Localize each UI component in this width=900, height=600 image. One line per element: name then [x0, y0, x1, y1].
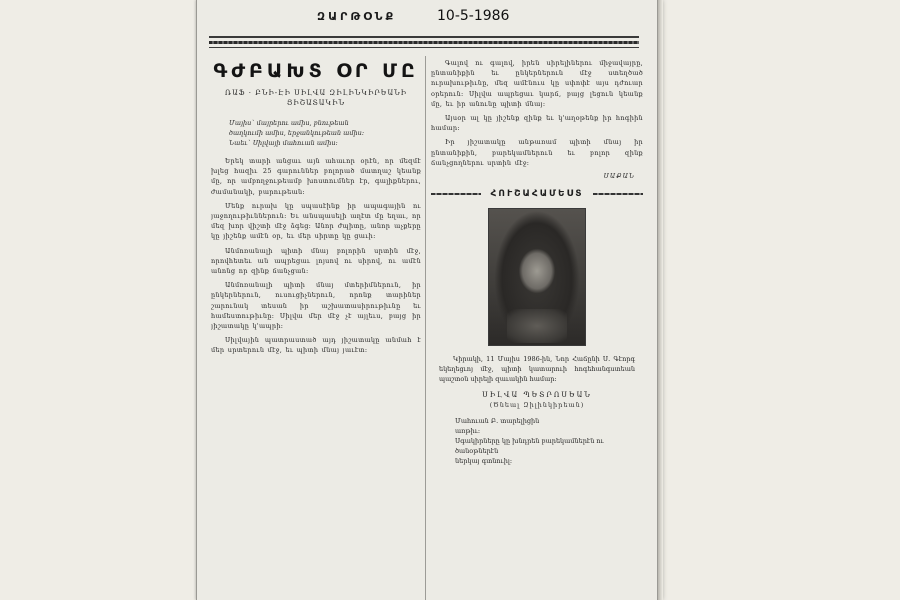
note-line: ներկայ գտնուիլ: [455, 457, 513, 466]
section-header [431, 188, 643, 200]
epigraph-line: ծաղկումի ամիս, երջանկութեան ամիս: [229, 129, 365, 137]
article-byline [211, 88, 421, 108]
masthead-rule [209, 36, 639, 38]
note-line: Սգակիրները կը խնդրեն բարեկամներէն ու ծանօթներէն [455, 437, 604, 456]
sheet-shadow [658, 0, 663, 600]
masthead-rule-dotted [209, 41, 639, 44]
right-column [431, 58, 643, 598]
portrait-photo [488, 208, 586, 346]
article-paragraph: Իր յիշատակը անթառամ պիտի մնայ իր ընտանիքին, բարեկամներուն եւ բոլոր զինք ճանչցողներու սրտին մէջ: [431, 138, 643, 167]
deceased-maiden-name: (Ծնեալ Զիլինկիրեան) [489, 401, 585, 410]
article-paragraph: Այսօր ալ կը յիշենք զինք եւ կ'աղօթենք իր հոգիին համար: [431, 114, 643, 133]
article-epigraph [229, 118, 421, 148]
obituary-title: ՀՈՒՇԱՀԱՄԵՍՏ [490, 189, 584, 200]
note-line: Մահուան Բ. տարելիցին [455, 417, 540, 426]
article-paragraph: Անմոռանալի պիտի մնայ մտերիմներուն, իր ընկերներուն, ուսուցիչներուն, որոնք տարիներ շարունակ տեսան իր աշխատասիրութիւնը եւ համեստութիւնը: Սիլվա մեր մէջ չէ այլեւս, բայց իր յիշատակը կ'ապրի: [211, 281, 421, 331]
epigraph-line: Մայիս` մայրերու ամիս, բնութեան [229, 119, 349, 127]
article-paragraph: Գալով ու գալով, իրեն սիրելիներու միջավայրը, ընտանիքին եւ ընկերներուն մէջ ստեղծած ուրախութիւնը, մեզ ամէնուս կը սփոփէ այս դժուար օրերուն: Սիլվա ապրեցաւ կարճ, բայց լեցուն կեանք մը, եւ իր անունը պիտի մնայ: [431, 59, 643, 108]
epigraph-line: Նաեւ` Սիլվայի մահուան ամիս: [229, 139, 338, 147]
newspaper-name: ԶԱՐԹՕՆՔ [317, 10, 397, 23]
article-paragraph: Մենք ուրախ կը սպասէինք իր ապագային ու յաջողութիւններուն: Եւ անսպասելի աղէտ մը եղաւ, որ մեզ խոր վիշտի մէջ ձգեց: Անոր ժպիտը, անոր աչքերը կը յիշենք ամէն օր, եւ մեր սիրտը կը ցաւի: [211, 201, 421, 241]
article-paragraph: Երեկ տարի անցաւ այն ահաւոր օրէն, որ մեզմէ խլեց հազիւ 25 գարուններ բոլորած մատղաշ կեանք մը, որ ամբողջութեամբ խոստումներ էր, գալիքներու, ժամանակի, բարութեան: [211, 157, 421, 196]
masthead-rule-thin [209, 47, 639, 48]
article-headline: ԳԺԲԱԽՏ ՕՐ ՄԸ [213, 60, 419, 82]
article-paragraph: Անմոռանալի պիտի մնայ բոլորին սրտին մէջ, որովհետեւ ան ապրեցաւ լոյսով ու սիրով, ու ամէն անոնց որ զինք ճանչցան: [211, 246, 421, 276]
column-divider [425, 56, 426, 600]
obituary-note [455, 416, 643, 466]
deceased-name: ՍԻԼՎԱ ՊԵՏՐՈՍԵԱՆ [482, 391, 592, 400]
byline-line: ՌԱՖ · ԲՆԻ-ԷԻ ՍԻԼՎԱ ԶԻԼԻՆԿԻՐԵԱՆԻ [224, 89, 408, 97]
masthead [197, 8, 657, 30]
obituary-caption: Կիրակի, 11 Մայիս 1986-ին, Նոր Հաճընի Ս. Գէորգ եկեղեցւոյ մէջ, պիտի կատարուի հոգեհանգստեան պաշտօն սիրելի զաւակին համար: [439, 355, 635, 384]
byline-line: ՅԻՇԱՏԱԿԻՆ [286, 99, 346, 107]
section-rule-right [593, 193, 643, 195]
newspaper-clipping [196, 0, 658, 600]
article-column [211, 58, 421, 598]
note-line: առթիւ: [455, 427, 481, 436]
article-paragraph: Սիլվային պատրաստած այդ յիշատակը անմահ է մեր սրտերուն մէջ, եւ պիտի մնայ յաւէտ: [211, 336, 421, 355]
section-rule-left [431, 193, 481, 195]
article-signature: ՍԱՔԱՆ [603, 172, 635, 181]
issue-date: 10-5-1986 [437, 8, 510, 24]
